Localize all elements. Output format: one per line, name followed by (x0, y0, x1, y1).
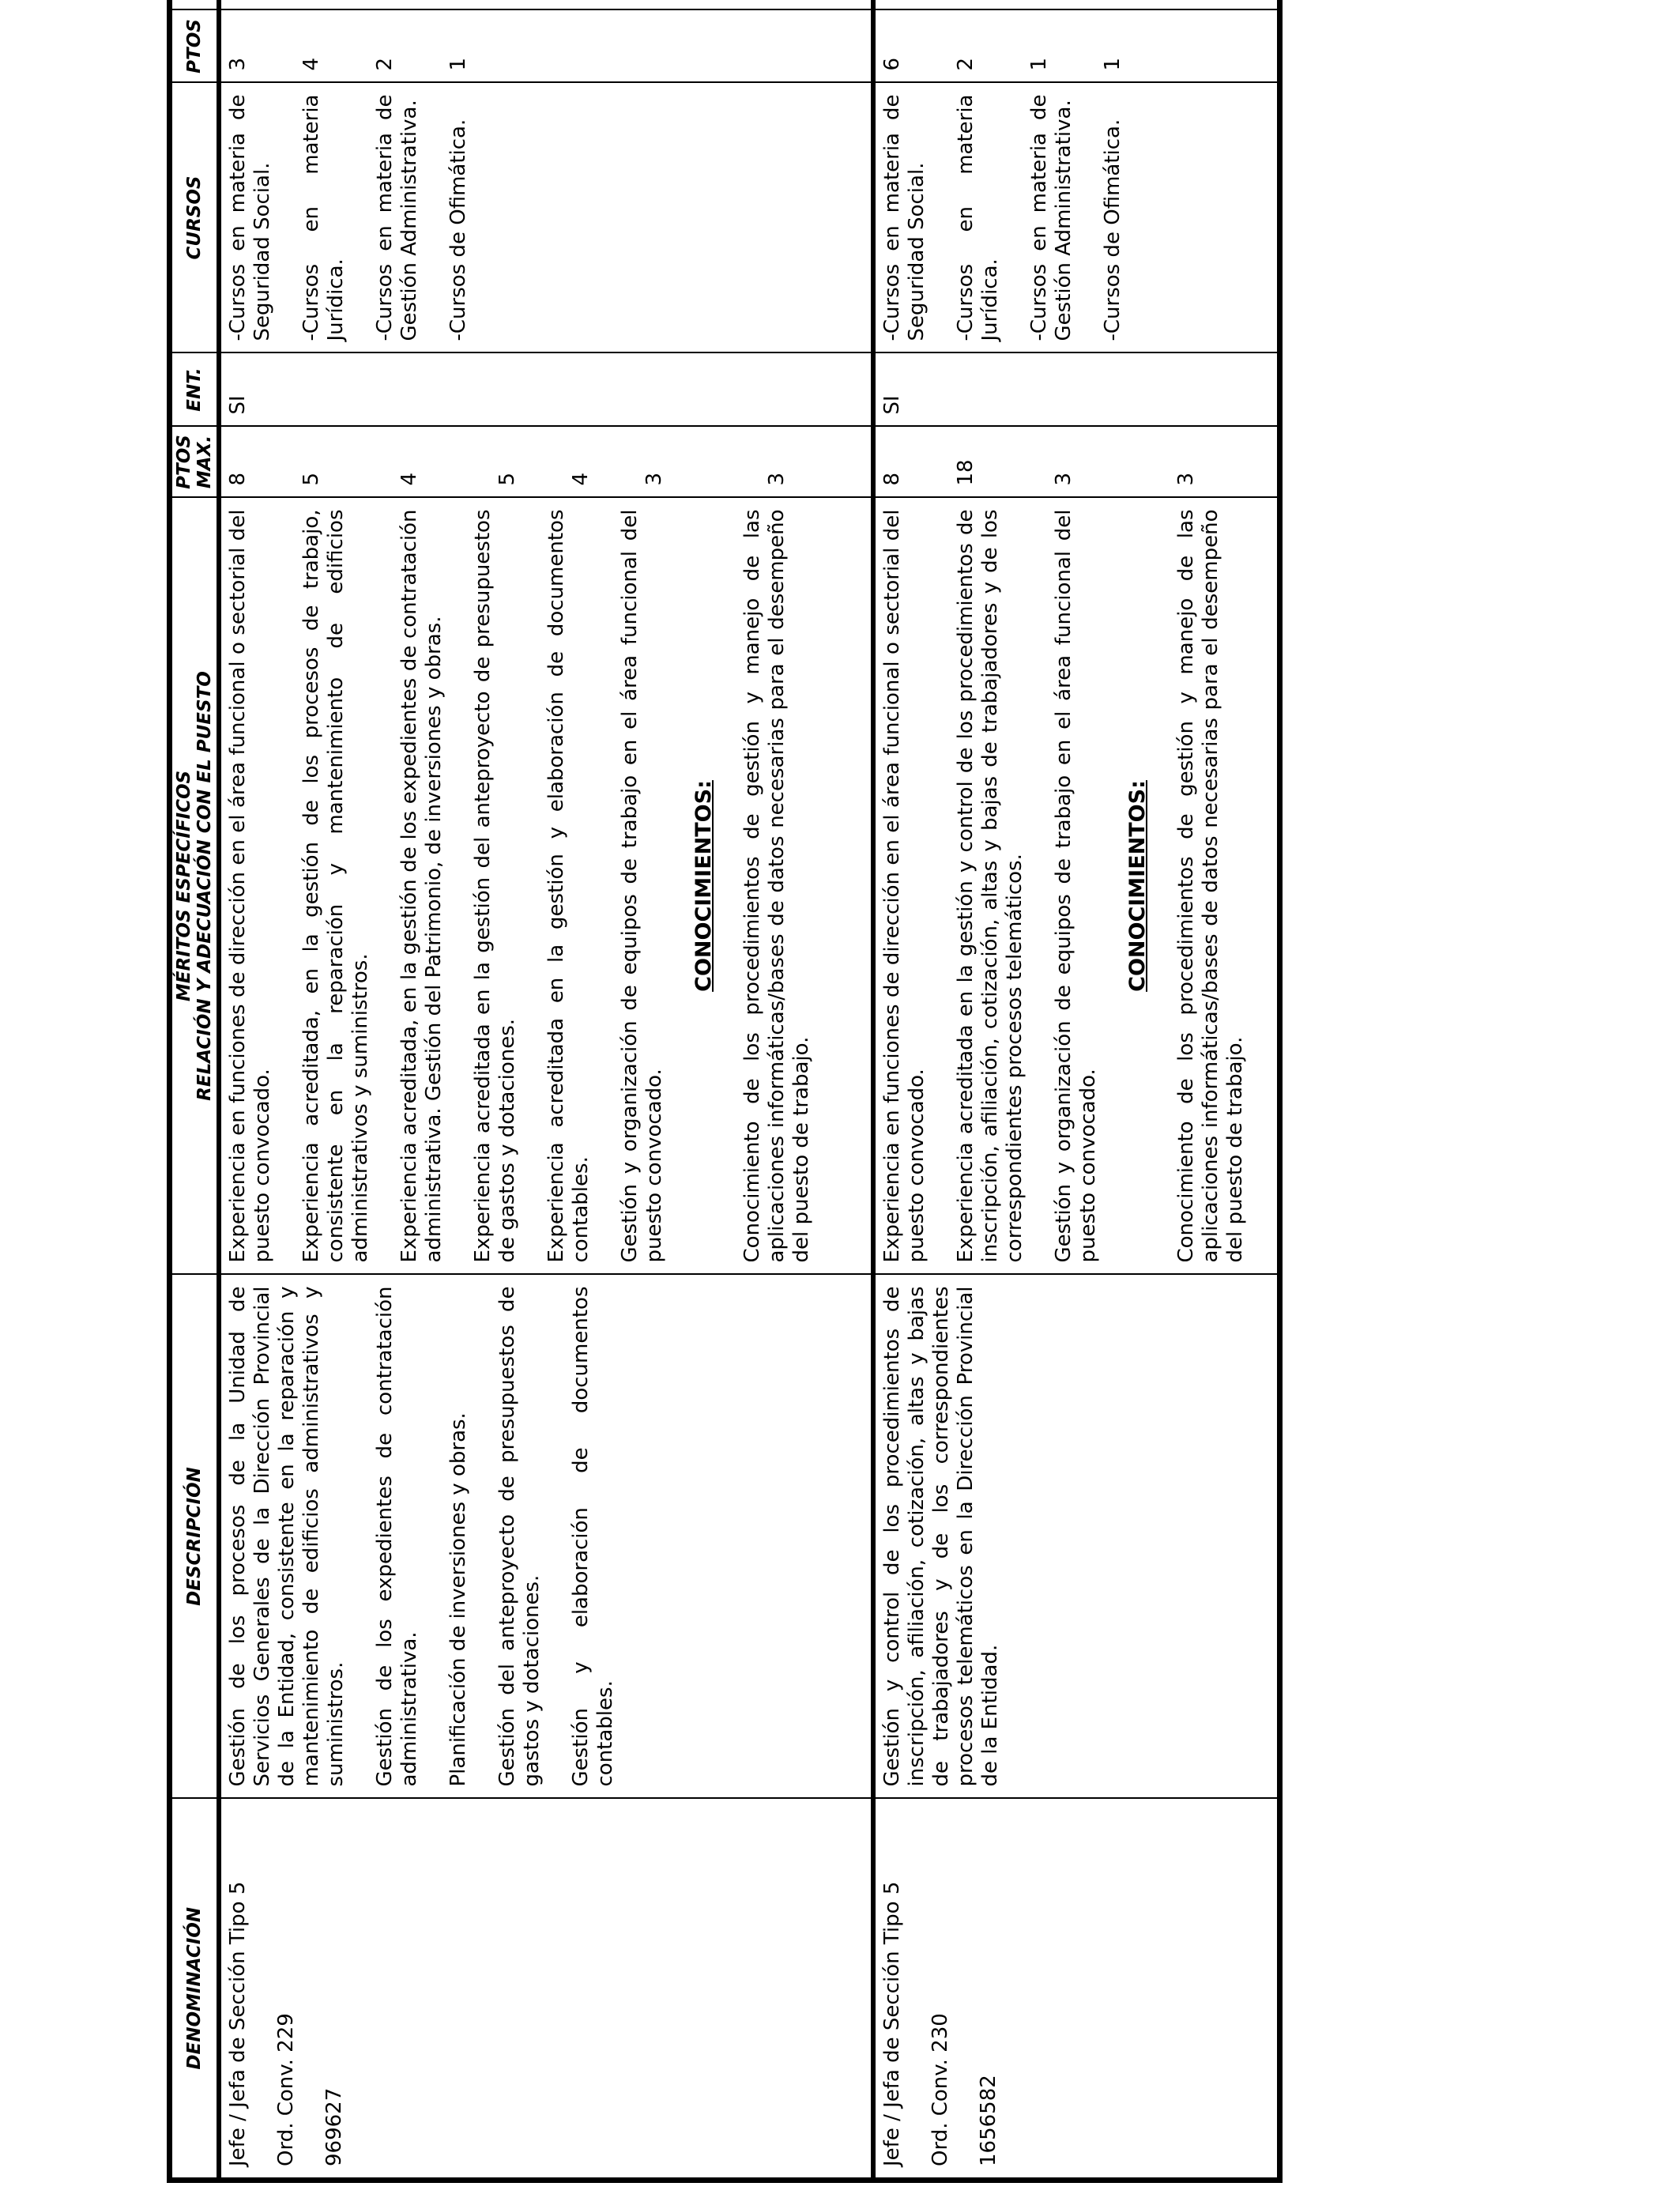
merito-item: Gestión y organización de equipos de trabajo en el área funcional del puesto convocado. (1052, 509, 1100, 1263)
table-row (873, 0, 1280, 2181)
merits-table (167, 0, 1283, 2183)
ptos-max-value: 5 (495, 472, 519, 486)
meritos-cell (873, 498, 1280, 1275)
ptos-max-value: 4 (397, 472, 421, 486)
ptos-value: 1 (1101, 57, 1124, 71)
merito-item: Experiencia acreditada en la gestión y elaboración de documentos contables. (544, 509, 593, 1263)
ptos-max-value: 18 (954, 459, 977, 486)
rotated-page (167, 13, 1275, 2183)
header-cursos: CURSOS (170, 83, 220, 353)
ptos-value: 1 (1027, 57, 1051, 71)
descripcion-item: Gestión y control de los procedimientos de inscripción, afiliación, cotización, altas y bajas de trabajadores y de los correspondientes procesos telemáticos en la Dirección Provincial de la Entidad. (880, 1286, 1002, 1787)
denominacion-title: Jefe / Jefa de Sección Tipo 5 (880, 1881, 904, 2166)
ptos-max-conocimientos: 3 (765, 472, 789, 486)
ptos-value: 2 (954, 57, 977, 71)
denominacion-cell (219, 1799, 873, 2181)
ptos-value: 6 (880, 57, 904, 71)
merito-item: Gestión y organización de equipos de trabajo en el área funcional del puesto convocado. (618, 509, 666, 1263)
header-denominacion: DENOMINACIÓN (170, 1799, 220, 2181)
merito-item: Experiencia en funciones de dirección en el área funcional o sectorial del puesto convocado. (226, 509, 274, 1263)
descripcion-item: Gestión de los procesos de la Unidad de Servicios Generales de la Dirección Provincial de la Entidad, consistente en la reparación y mantenimiento de edificios administrativos y suministros. (226, 1286, 348, 1787)
merito-item: Experiencia en funciones de dirección en el área funcional o sectorial del puesto convocado. (880, 509, 929, 1263)
conocimientos-title: CONOCIMIENTOS: (1125, 780, 1150, 992)
ent-cell: SI (873, 353, 1280, 427)
curso-item: -Cursos en materia Jurídica. (299, 94, 348, 341)
ptos-max-cell (219, 427, 873, 498)
descripcion-cell (873, 1275, 1280, 1799)
ptos-max-cell (873, 427, 1280, 498)
conocimientos-text: Conocimiento de los procedimientos de gestión y manejo de las aplicaciones informáticas/bases de datos necesarias para el desempeño del puesto de trabajo. (740, 509, 813, 1263)
header-ptos-max-line1: PTOS (174, 435, 194, 489)
header-descripcion: DESCRIPCIÓN (170, 1275, 220, 1799)
header-ptos-max-line2: MAX. (194, 435, 215, 489)
denominacion-code: 969627 (322, 2087, 346, 2166)
cursos-cell (873, 83, 1280, 353)
ptos-value: 3 (226, 57, 250, 71)
ptos-cell (873, 10, 1280, 83)
descripcion-item: Gestión y elaboración de documentos contables. (569, 1286, 617, 1787)
ptos-value: 1 (446, 57, 470, 71)
merito-item: Experiencia acreditada, en la gestión de los expedientes de contratación administrativa. Gestión del Patrimonio, de inversiones y obras. (397, 509, 446, 1263)
descripcion-item: Planificación de inversiones y obras. (446, 1412, 470, 1787)
curso-item: -Cursos en materia de Seguridad Social. (880, 94, 929, 341)
denominacion-order: Ord. Conv. 230 (929, 2013, 952, 2166)
mem-cell (219, 0, 873, 10)
conocimientos-text: Conocimiento de los procedimientos de gestión y manejo de las aplicaciones informáticas/bases de datos necesarias para el desempeño del puesto de trabajo. (1174, 509, 1247, 1263)
merito-item: Experiencia acreditada en la gestión y control de los procedimientos de inscripción, afiliación, cotización, altas y bajas de trabajadores y de los correspondientes procesos telemáticos. (954, 509, 1026, 1263)
header-row (170, 0, 220, 2181)
mem-cell (873, 0, 1280, 10)
ptos-value: 2 (373, 57, 397, 71)
merito-item: Experiencia acreditada, en la gestión de los procesos de trabajo, consistente en la reparación y mantenimiento de edificios administrativos y suministros. (299, 509, 372, 1263)
denominacion-cell (873, 1799, 1280, 2181)
ptos-max-value: 4 (569, 472, 593, 486)
header-meritos-line2: RELACIÓN Y ADECUACIÓN CON EL PUESTO (194, 671, 215, 1101)
curso-item: -Cursos en materia de Gestión Administrativa. (373, 94, 421, 341)
header-mem (170, 0, 220, 10)
curso-item: -Cursos de Ofimática. (446, 119, 470, 341)
ptos-max-value: 3 (1052, 472, 1075, 486)
ent-cell: SI (219, 353, 873, 427)
header-ent: ENT. (170, 353, 220, 427)
descripcion-cell (219, 1275, 873, 1799)
cursos-cell (219, 83, 873, 353)
ptos-max-value: 3 (642, 472, 666, 486)
curso-item: -Cursos de Ofimática. (1101, 119, 1124, 341)
curso-item: -Cursos en materia Jurídica. (954, 94, 1002, 341)
denominacion-title: Jefe / Jefa de Sección Tipo 5 (226, 1881, 250, 2166)
descripcion-item: Gestión del anteproyecto de presupuestos de gastos y dotaciones. (495, 1286, 544, 1787)
ptos-max-value: 5 (299, 472, 323, 486)
merito-item: Experiencia acreditada en la gestión del anteproyecto de presupuestos de gastos y dotaciones. (471, 509, 519, 1263)
denominacion-order: Ord. Conv. 229 (274, 2013, 298, 2166)
ptos-max-value: 8 (226, 472, 250, 486)
table-row (219, 0, 873, 2181)
ptos-max-conocimientos: 3 (1174, 472, 1198, 486)
curso-item: -Cursos en materia de Seguridad Social. (226, 94, 274, 341)
header-meritos (170, 498, 220, 1275)
header-meritos-line1: MÉRITOS ESPECÍFICOS (174, 770, 194, 1002)
curso-item: -Cursos en materia de Gestión Administrativa. (1027, 94, 1075, 341)
header-ptos: PTOS (170, 10, 220, 83)
meritos-cell (219, 498, 873, 1275)
descripcion-item: Gestión de los expedientes de contratación administrativa. (373, 1286, 421, 1787)
header-ptos-max (170, 427, 220, 498)
conocimientos-title: CONOCIMIENTOS: (691, 780, 716, 992)
ptos-max-value: 8 (880, 472, 904, 486)
denominacion-code: 1656582 (977, 2075, 1000, 2166)
ptos-cell (219, 10, 873, 83)
ptos-value: 4 (299, 57, 323, 71)
